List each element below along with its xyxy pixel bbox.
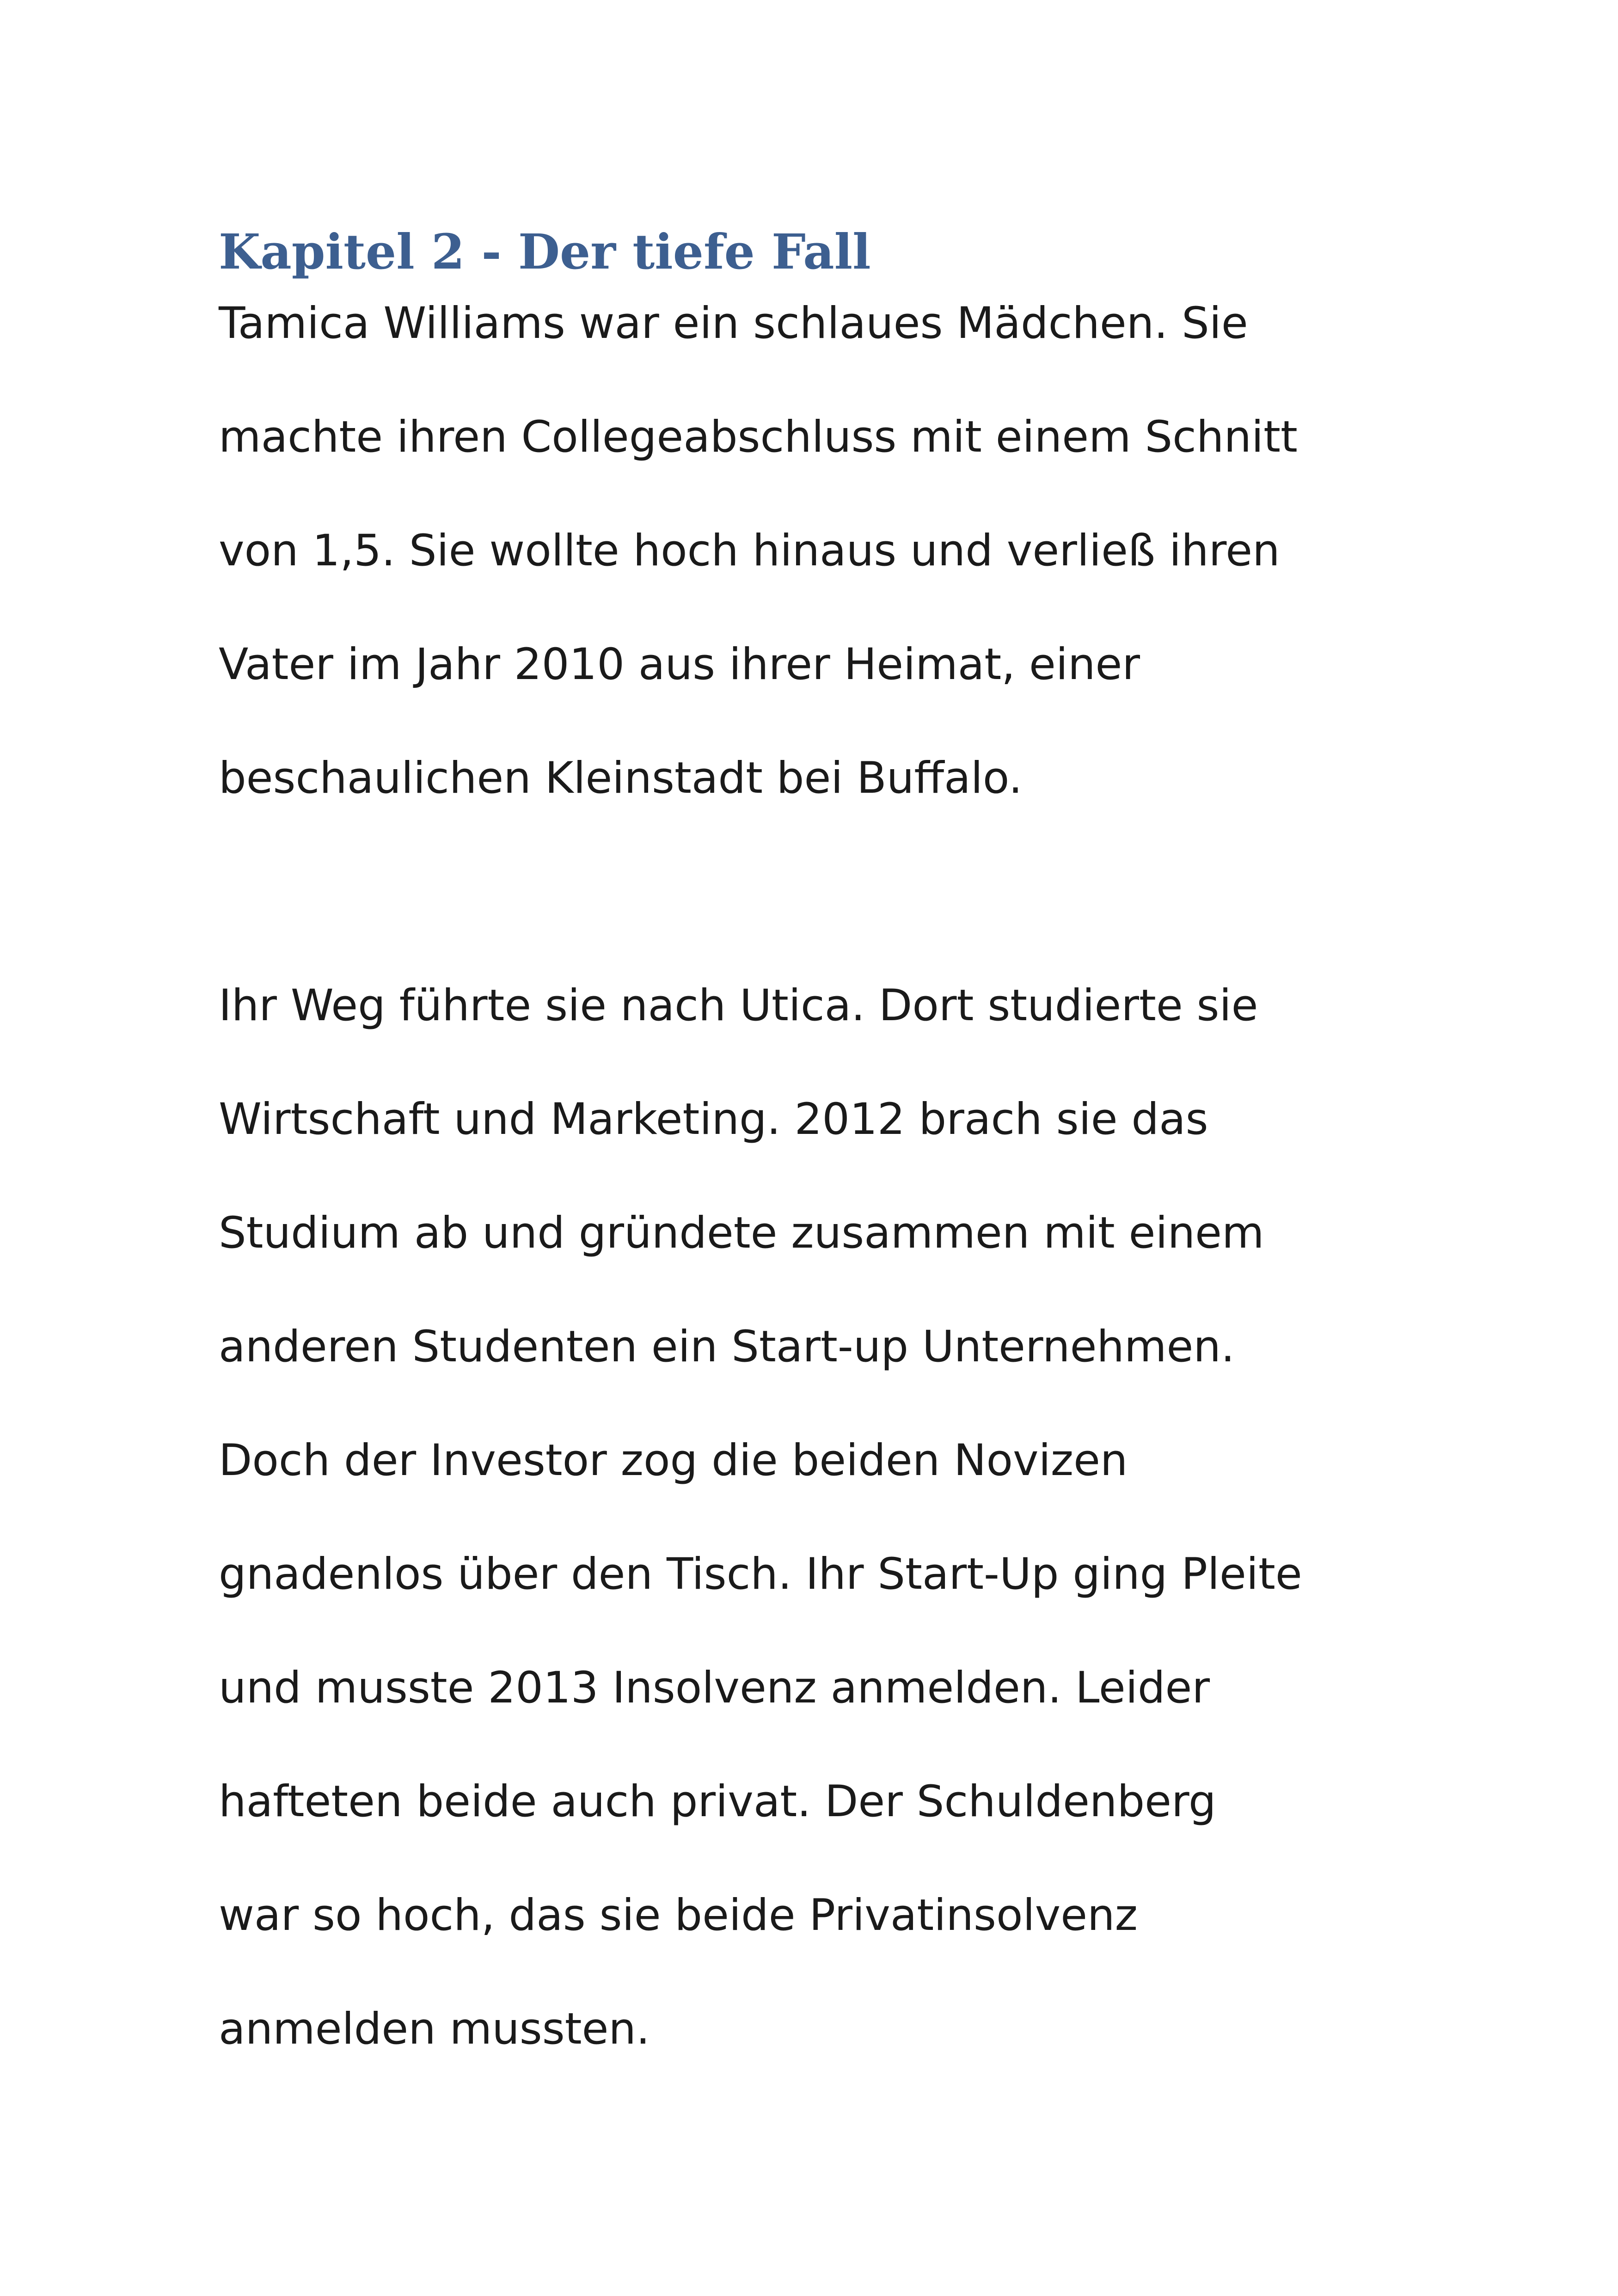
paragraph-line: machte ihren Collegeabschluss mit einem Schnitt [219,412,1298,462]
paragraph-line: Tamica Williams war ein schlaues Mädchen. Sie [219,298,1248,349]
chapter-heading: Kapitel 2 - Der tiefe Fall [219,223,871,280]
paragraph-line: Vater im Jahr 2010 aus ihrer Heimat, einer [219,639,1140,690]
paragraph-line: beschaulichen Kleinstadt bei Buffalo. [219,753,1023,803]
paragraph-line: von 1,5. Sie wollte hoch hinaus und verließ ihren [219,526,1280,576]
paragraph-line: Studium ab und gründete zusammen mit einem [219,1208,1264,1258]
paragraph-line: gnadenlos über den Tisch. Ihr Start-Up ging Pleite [219,1549,1302,1599]
paragraph-line: anderen Studenten ein Start-up Unternehmen. [219,1322,1235,1372]
paragraph-line: Doch der Investor zog die beiden Novizen [219,1435,1128,1486]
paragraph-line: anmelden mussten. [219,2004,650,2054]
paragraph-line: war so hoch, das sie beide Privatinsolvenz [219,1890,1138,1941]
paragraph-line: Ihr Weg führte sie nach Utica. Dort studierte sie [219,980,1258,1031]
paragraph-line: Wirtschaft und Marketing. 2012 brach sie das [219,1094,1208,1145]
paragraph-line: und musste 2013 Insolvenz anmelden. Leider [219,1663,1210,1713]
paragraph-line: hafteten beide auch privat. Der Schuldenberg [219,1776,1216,1827]
